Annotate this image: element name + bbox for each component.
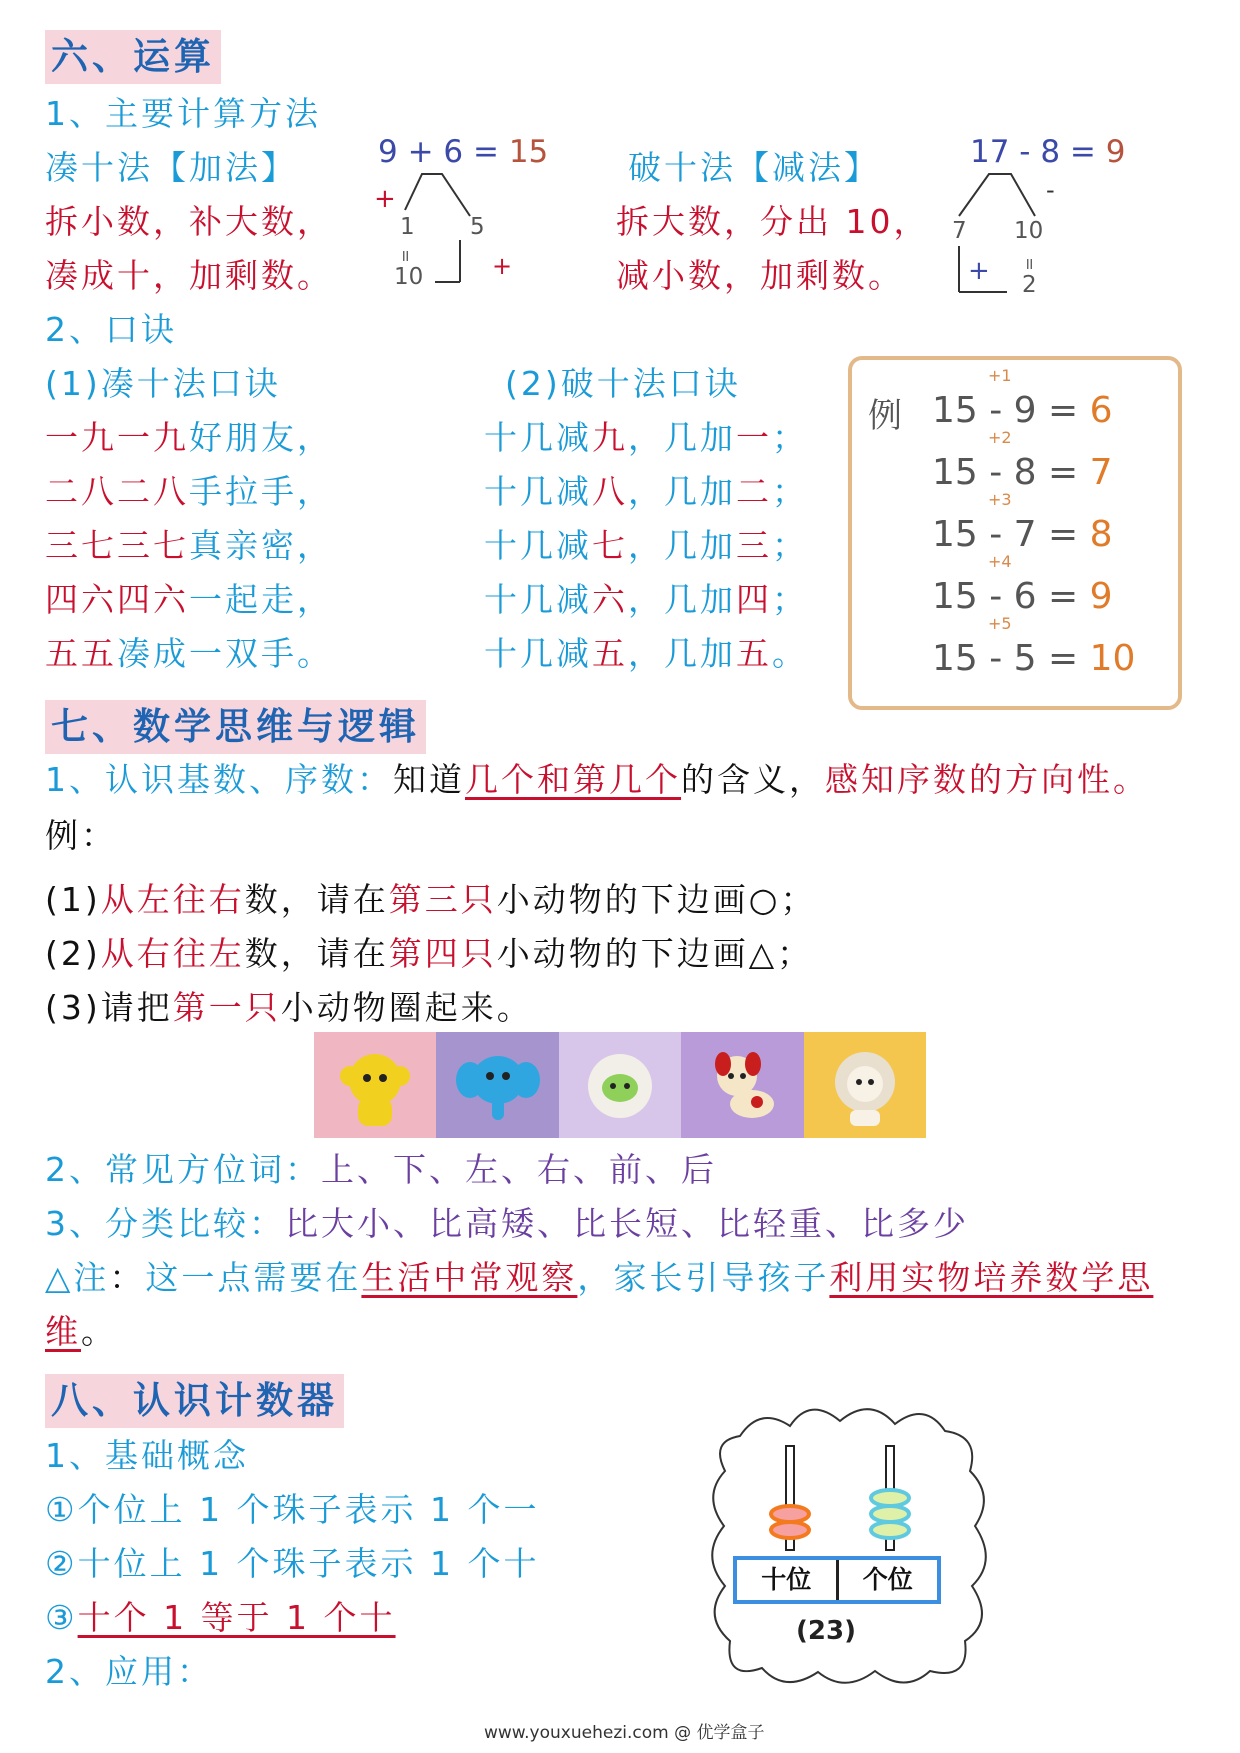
rhyme2-line: 十几减五，几加五。 — [484, 634, 808, 673]
rhyme1-line: 一九一九好朋友， — [45, 418, 333, 457]
rhyme2-line: 十几减七，几加三； — [484, 526, 808, 565]
abacus-cloud-frame — [700, 1396, 1000, 1696]
sub-equation-left: 17 - 8 = — [970, 134, 1106, 170]
example-row: 15 - 6 = 9 — [932, 576, 1113, 617]
add-plus-sign: + — [374, 184, 396, 214]
s7-note-line1: △注：这一点需要在生活中常观察，家长引导孩子利用实物培养数学思 — [45, 1258, 1154, 1297]
rhyme1-line: 三七三七真亲密， — [45, 526, 333, 565]
s8-point-1: ①个位上 1 个珠子表示 1 个一 — [45, 1490, 540, 1529]
rhyme1-line: 二八二八手拉手， — [45, 472, 333, 511]
lion-icon — [820, 1040, 910, 1130]
section-6-title: 六、运算 — [45, 30, 221, 84]
elephant-icon — [448, 1040, 548, 1130]
animal-lion — [804, 1032, 926, 1138]
sub-equation — [970, 134, 1125, 170]
sub-minus-sign: - — [1046, 176, 1055, 204]
sub-num-10: 10 — [1014, 218, 1044, 244]
add-method-line1: 拆小数，补大数， — [45, 202, 333, 241]
s7-direction-words: 2、常见方位词：上、下、左、右、前、后 — [45, 1150, 717, 1189]
s6-subtitle-methods: 1、主要计算方法 — [45, 94, 321, 133]
rhyme2-title: (2)破十法口诀 — [505, 364, 741, 403]
s7-classify-compare: 3、分类比较：比大小、比高矮、比长短、比轻重、比多少 — [45, 1204, 969, 1243]
question-3: (3)请把第一只小动物圈起来。 — [45, 988, 533, 1027]
section-7-title: 七、数学思维与逻辑 — [45, 700, 426, 754]
add-equation-result: 15 — [508, 134, 549, 170]
s8-subtitle-basics: 1、基础概念 — [45, 1436, 249, 1475]
monkey-icon — [330, 1040, 420, 1130]
add-method-line2: 凑成十，加剩数。 — [45, 256, 333, 295]
animal-sheep — [559, 1032, 681, 1138]
s8-subtitle-application: 2、应用： — [45, 1652, 213, 1691]
dog-icon — [697, 1040, 787, 1130]
example-label: 例 — [868, 396, 902, 436]
add-num-5: 5 — [470, 214, 485, 240]
sub-method-line1: 拆大数，分出 10， — [616, 202, 930, 241]
sub-num-2: 2 — [1022, 272, 1037, 298]
s7-example-label: 例： — [45, 816, 117, 855]
animal-monkey — [314, 1032, 436, 1138]
sub-method-label: 破十法【减法】 — [628, 148, 880, 187]
add-plus-sign-2: + — [492, 252, 513, 280]
example-step: +4 — [988, 552, 1012, 571]
section-8-title: 八、认识计数器 — [45, 1374, 344, 1428]
animal-elephant — [436, 1032, 558, 1138]
add-equation-left: 9 + 6 = — [378, 134, 509, 170]
add-num-1: 1 — [400, 214, 415, 240]
example-step: +5 — [988, 614, 1012, 633]
example-row: 15 - 5 = 10 — [932, 638, 1136, 679]
question-2: (2)从右往左数，请在第四只小动物的下边画△； — [45, 934, 814, 973]
rhyme1-line: 五五凑成一双手。 — [45, 634, 333, 673]
abacus-tens-label: 十位 — [737, 1560, 839, 1600]
footer-watermark: www.youxuehezi.com @ 优学盒子 — [484, 1723, 765, 1743]
s7-note-line2: 维。 — [45, 1312, 117, 1351]
sheep-icon — [575, 1040, 665, 1130]
add-equals-sign: ॥ — [400, 246, 410, 265]
sub-equals-sign: ॥ — [1024, 254, 1034, 273]
sub-num-7: 7 — [952, 218, 967, 244]
abacus-ones-label: 个位 — [862, 1565, 913, 1594]
question-1: (1)从左往右数，请在第三只小动物的下边画○； — [45, 880, 817, 919]
sub-equation-result: 9 — [1105, 134, 1126, 170]
rhyme2-line: 十几减九，几加一； — [484, 418, 808, 457]
sub-plus-sign: + — [968, 256, 990, 286]
example-row: 15 - 9 = 6 — [932, 390, 1113, 431]
add-num-10: 10 — [394, 264, 424, 290]
add-method-label: 凑十法【加法】 — [45, 148, 297, 187]
rhyme1-line: 四六四六一起走， — [45, 580, 333, 619]
example-step: +3 — [988, 490, 1012, 509]
example-row: 15 - 7 = 8 — [932, 514, 1113, 555]
sub-method-line2: 减小数，加剩数。 — [616, 256, 904, 295]
rhyme2-line: 十几减六，几加四； — [484, 580, 808, 619]
s6-subtitle-rhymes: 2、口诀 — [45, 310, 177, 349]
animal-dog — [681, 1032, 803, 1138]
example-step: +1 — [988, 366, 1012, 385]
abacus-value: (23) — [796, 1616, 856, 1646]
rhyme1-title: (1)凑十法口诀 — [45, 364, 281, 403]
rhyme2-line: 十几减八，几加二； — [484, 472, 808, 511]
example-step: +2 — [988, 428, 1012, 447]
abacus-base — [733, 1556, 941, 1604]
add-equation — [378, 134, 548, 170]
animals-image-strip — [314, 1032, 926, 1138]
example-row: 15 - 8 = 7 — [932, 452, 1113, 493]
s8-point-3: ③十个 1 等于 1 个十 — [45, 1598, 396, 1637]
s7-cardinal-ordinal-line: 1、认识基数、序数：知道几个和第几个的含义，感知序数的方向性。 — [45, 760, 1149, 799]
s8-point-2: ②十位上 1 个珠子表示 1 个十 — [45, 1544, 540, 1583]
